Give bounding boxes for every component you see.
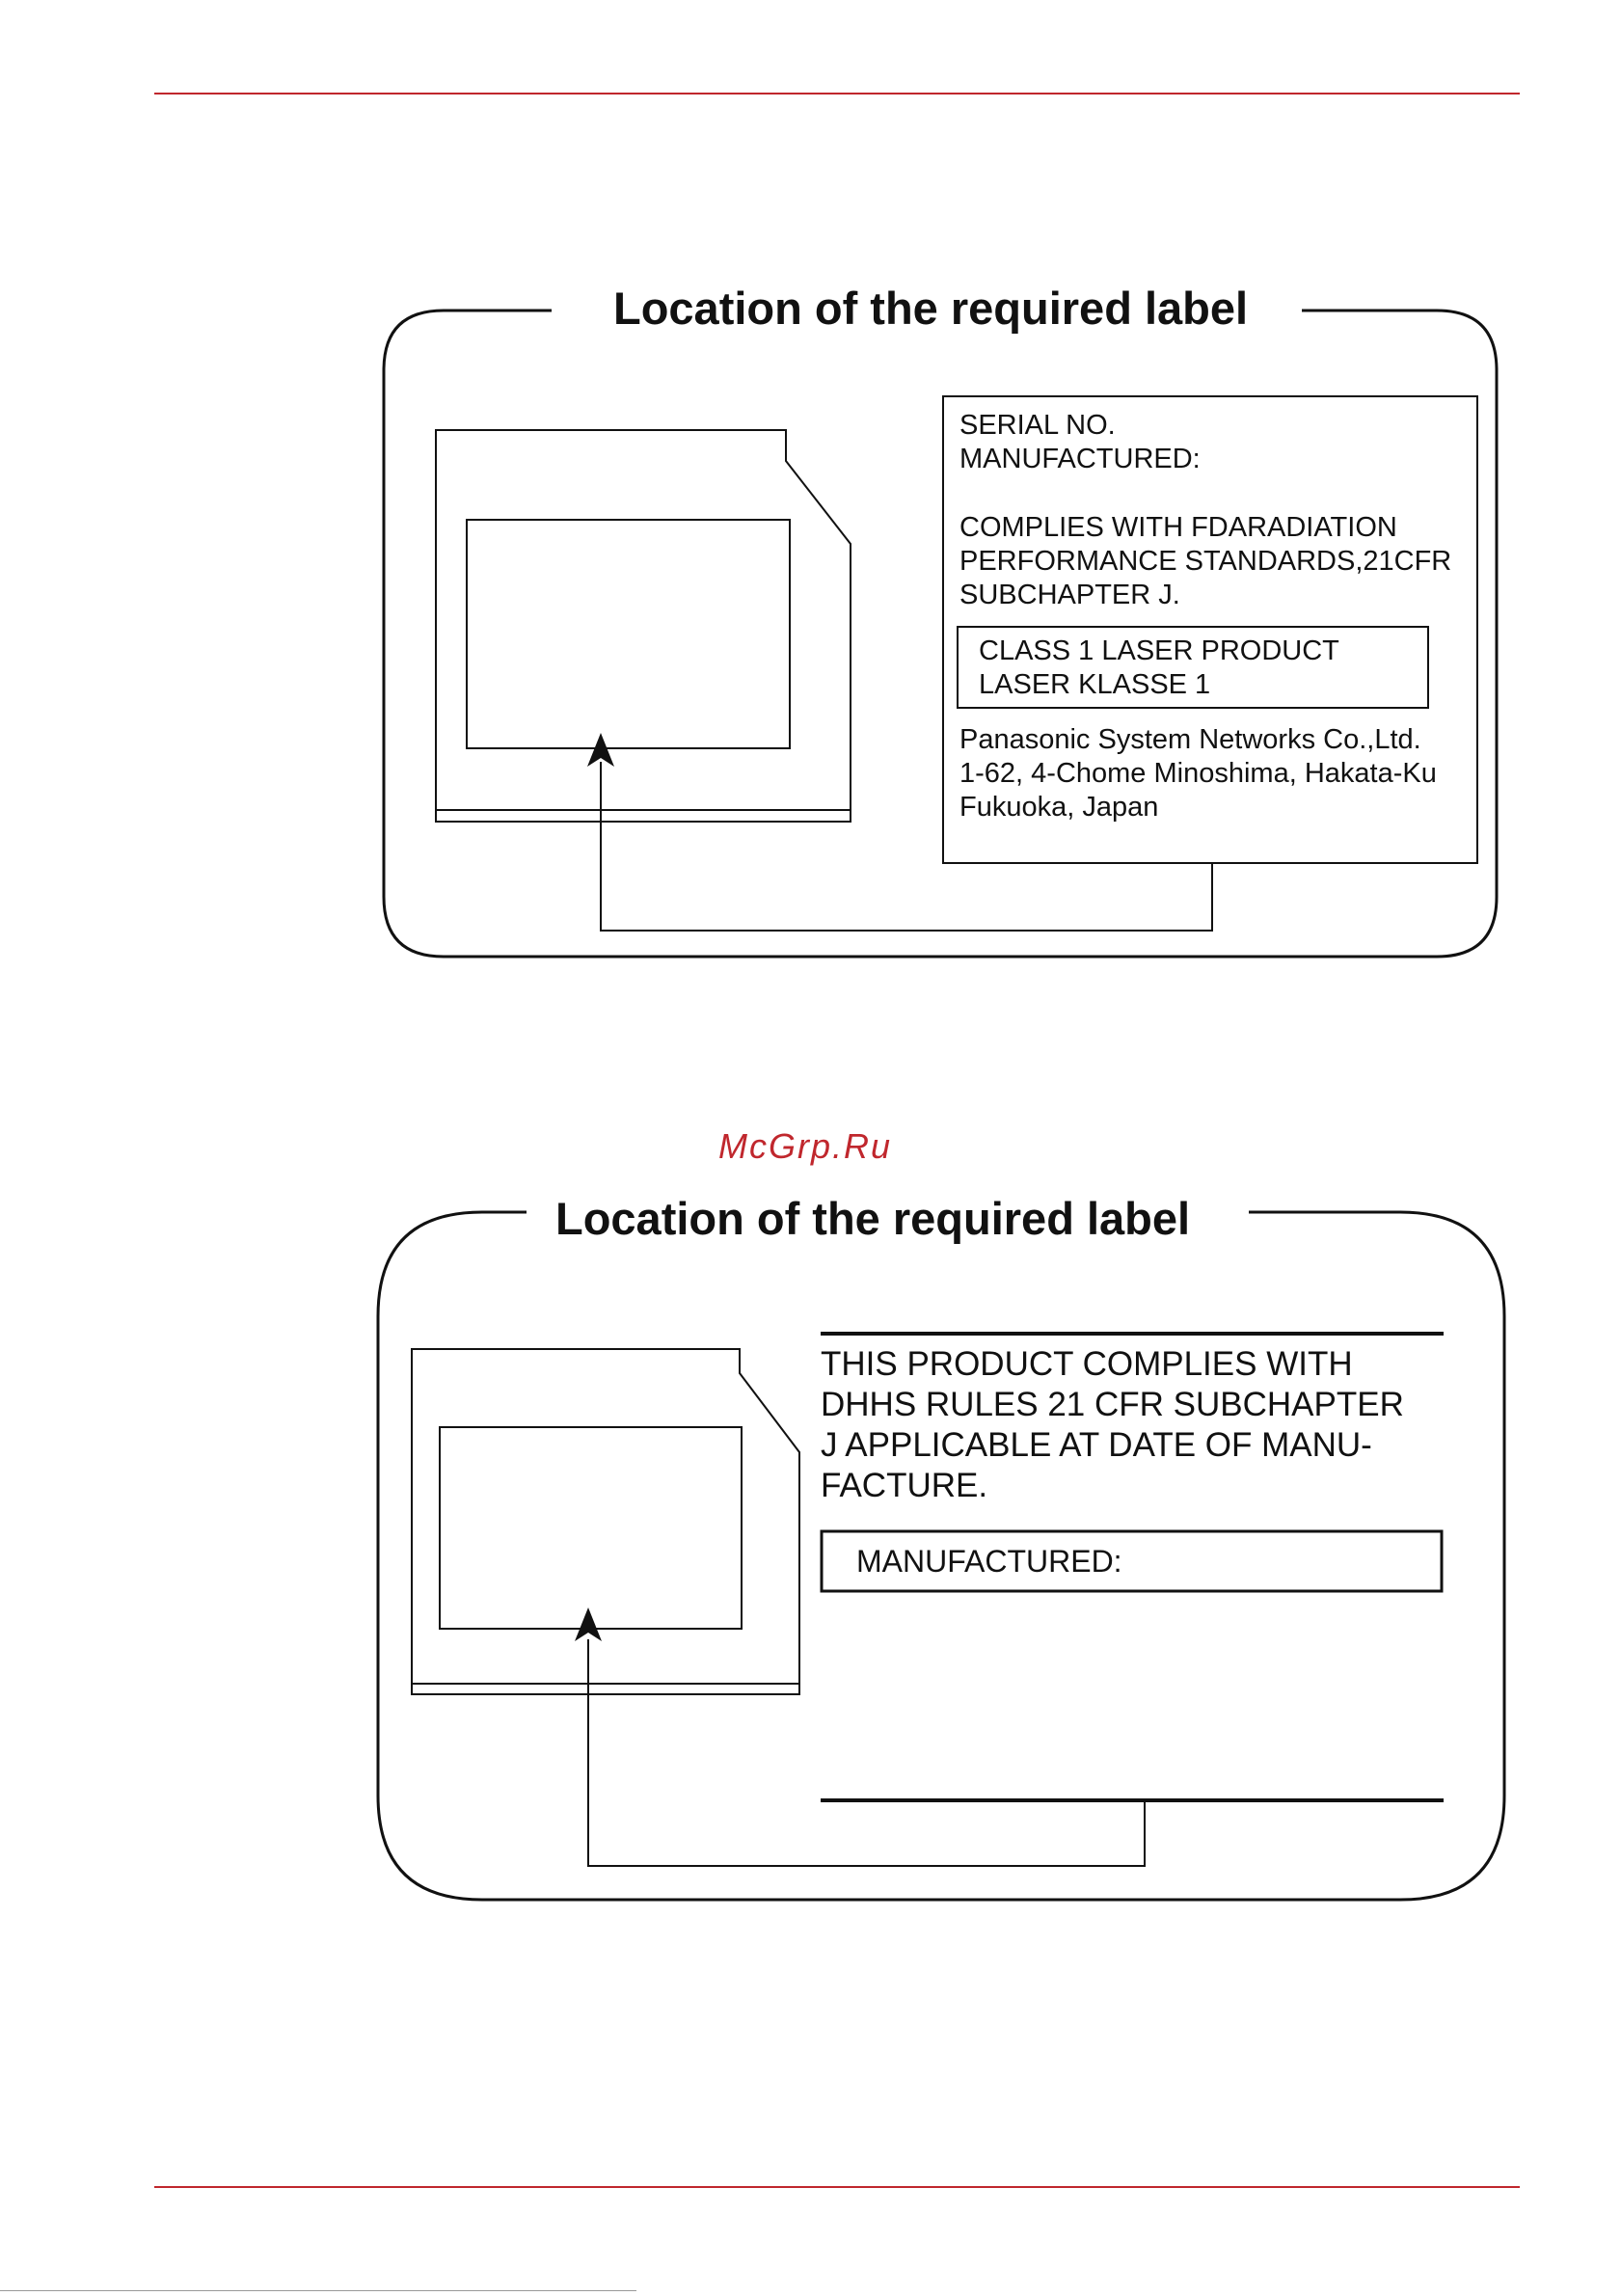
complies-line-2: PERFORMANCE STANDARDS,21CFR [959,546,1452,577]
drive-label-area-2 [440,1427,742,1629]
dhhs-line-3: J APPLICABLE AT DATE OF MANU- [821,1426,1372,1464]
arrow-head-2 [575,1607,602,1641]
watermark: McGrp.Ru [718,1126,893,1166]
dhhs-line-1: THIS PRODUCT COMPLIES WITH [821,1345,1353,1383]
pointer-line-2 [588,1639,1145,1866]
serial-no-text: SERIAL NO. [959,410,1116,441]
manufactured-text: MANUFACTURED: [959,444,1201,474]
company-line-1: Panasonic System Networks Co.,Ltd. [959,724,1421,755]
panel-title: Location of the required label [540,1192,1205,1245]
footer-rule [154,2186,1520,2188]
class-line-2: LASER KLASSE 1 [979,669,1211,700]
company-line-3: Fukuoka, Japan [959,792,1159,823]
class-line-1: CLASS 1 LASER PRODUCT [979,635,1339,666]
manufactured-text: MANUFACTURED: [856,1544,1122,1579]
complies-line-3: SUBCHAPTER J. [959,580,1180,610]
complies-line-1: COMPLIES WITH FDARADIATION [959,512,1397,543]
dhhs-line-2: DHHS RULES 21 CFR SUBCHAPTER [821,1386,1404,1423]
company-line-2: 1-62, 4-Chome Minoshima, Hakata-Ku [959,758,1437,789]
panel-title: Location of the required label [598,282,1263,335]
dhhs-line-4: FACTURE. [821,1467,988,1504]
footer-line [0,2290,636,2291]
